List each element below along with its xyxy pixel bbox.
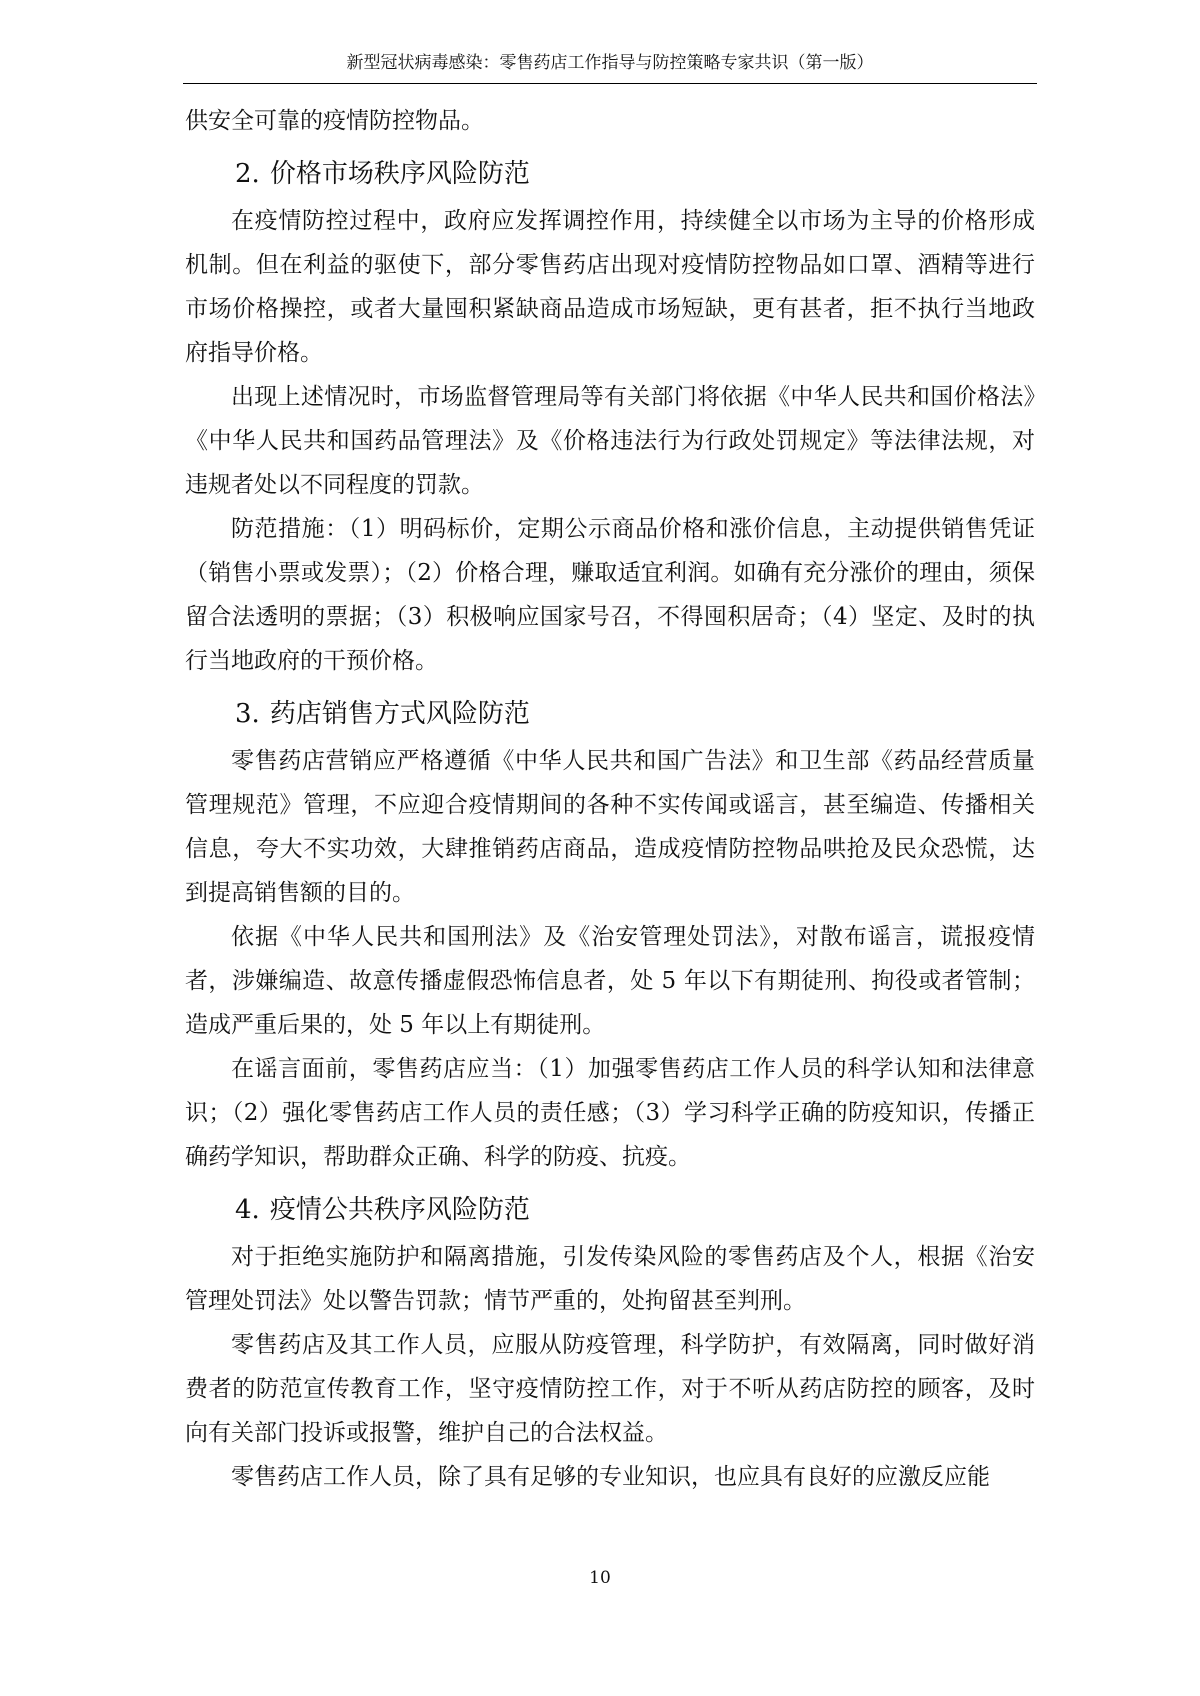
section-number: 4. [235, 1195, 260, 1225]
running-header: 新型冠状病毒感染：零售药店工作指导与防控策略专家共识（第一版） [346, 53, 874, 73]
section-number: 2. [235, 159, 260, 189]
paragraph: 出现上述情况时，市场监督管理局等有关部门将依据《中华人民共和国价格法》《中华人民共和国药品管理法》及《价格违法行为行政处罚规定》等法律法规，对违规者处以不同程度的罚款。 [185, 384, 1035, 498]
paragraph: 在疫情防控过程中，政府应发挥调控作用，持续健全以市场为主导的价格形成机制。但在利益的驱使下，部分零售药店出现对疫情防控物品如口罩、酒精等进行市场价格操控，或者大量囤积紧缺商品造成市场短缺，更有甚者，拒不执行当地政府指导价格。 [185, 208, 1035, 366]
section-title: 价格市场秩序风险防范 [269, 159, 530, 189]
section-heading-4 [185, 1185, 1035, 1235]
header-rule [183, 83, 1037, 84]
section-title: 疫情公共秩序风险防范 [269, 1195, 530, 1225]
paragraph: 零售药店及其工作人员，应服从防疫管理，科学防护，有效隔离，同时做好消费者的防范宣传教育工作，坚守疫情防控工作，对于不听从药店防控的顾客，及时向有关部门投诉或报警，维护自己的合法权益。 [185, 1332, 1035, 1446]
paragraph: 在谣言面前，零售药店应当：（1）加强零售药店工作人员的科学认知和法律意识；（2）强化零售药店工作人员的责任感；（3）学习科学正确的防疫知识，传播正确药学知识，帮助群众正确、科学的防疫、抗疫。 [185, 1056, 1035, 1170]
paragraph: 依据《中华人民共和国刑法》及《治安管理处罚法》，对散布谣言，谎报疫情者，涉嫌编造、故意传播虚假恐怖信息者，处 5 年以下有期徒刑、拘役或者管制；造成严重后果的，处 5 年以上有期徒刑。 [185, 924, 1035, 1038]
section-number: 3. [235, 699, 260, 729]
paragraph: 对于拒绝实施防护和隔离措施，引发传染风险的零售药店及个人，根据《治安管理处罚法》处以警告罚款；情节严重的，处拘留甚至判刑。 [185, 1244, 1035, 1314]
paragraph: 零售药店工作人员，除了具有足够的专业知识，也应具有良好的应激反应能 [231, 1464, 990, 1490]
section-heading-2 [185, 149, 1035, 199]
section-heading-3 [185, 689, 1035, 739]
page-number: 10 [589, 1568, 611, 1588]
section-title: 药店销售方式风险防范 [269, 699, 530, 729]
intro-continuation: 供安全可靠的疫情防控物品。 [185, 108, 484, 134]
paragraph: 零售药店营销应严格遵循《中华人民共和国广告法》和卫生部《药品经营质量管理规范》管理，不应迎合疫情期间的各种不实传闻或谣言，甚至编造、传播相关信息，夸大不实功效，大肆推销药店商品，造成疫情防控物品哄抢及民众恐慌，达到提高销售额的目的。 [185, 748, 1035, 906]
page-body [185, 99, 1035, 1499]
paragraph: 防范措施：（1）明码标价，定期公示商品价格和涨价信息，主动提供销售凭证（销售小票或发票）；（2）价格合理，赚取适宜利润。如确有充分涨价的理由，须保留合法透明的票据；（3）积极响应国家号召，不得囤积居奇；（4）坚定、及时的执行当地政府的干预价格。 [185, 516, 1035, 674]
